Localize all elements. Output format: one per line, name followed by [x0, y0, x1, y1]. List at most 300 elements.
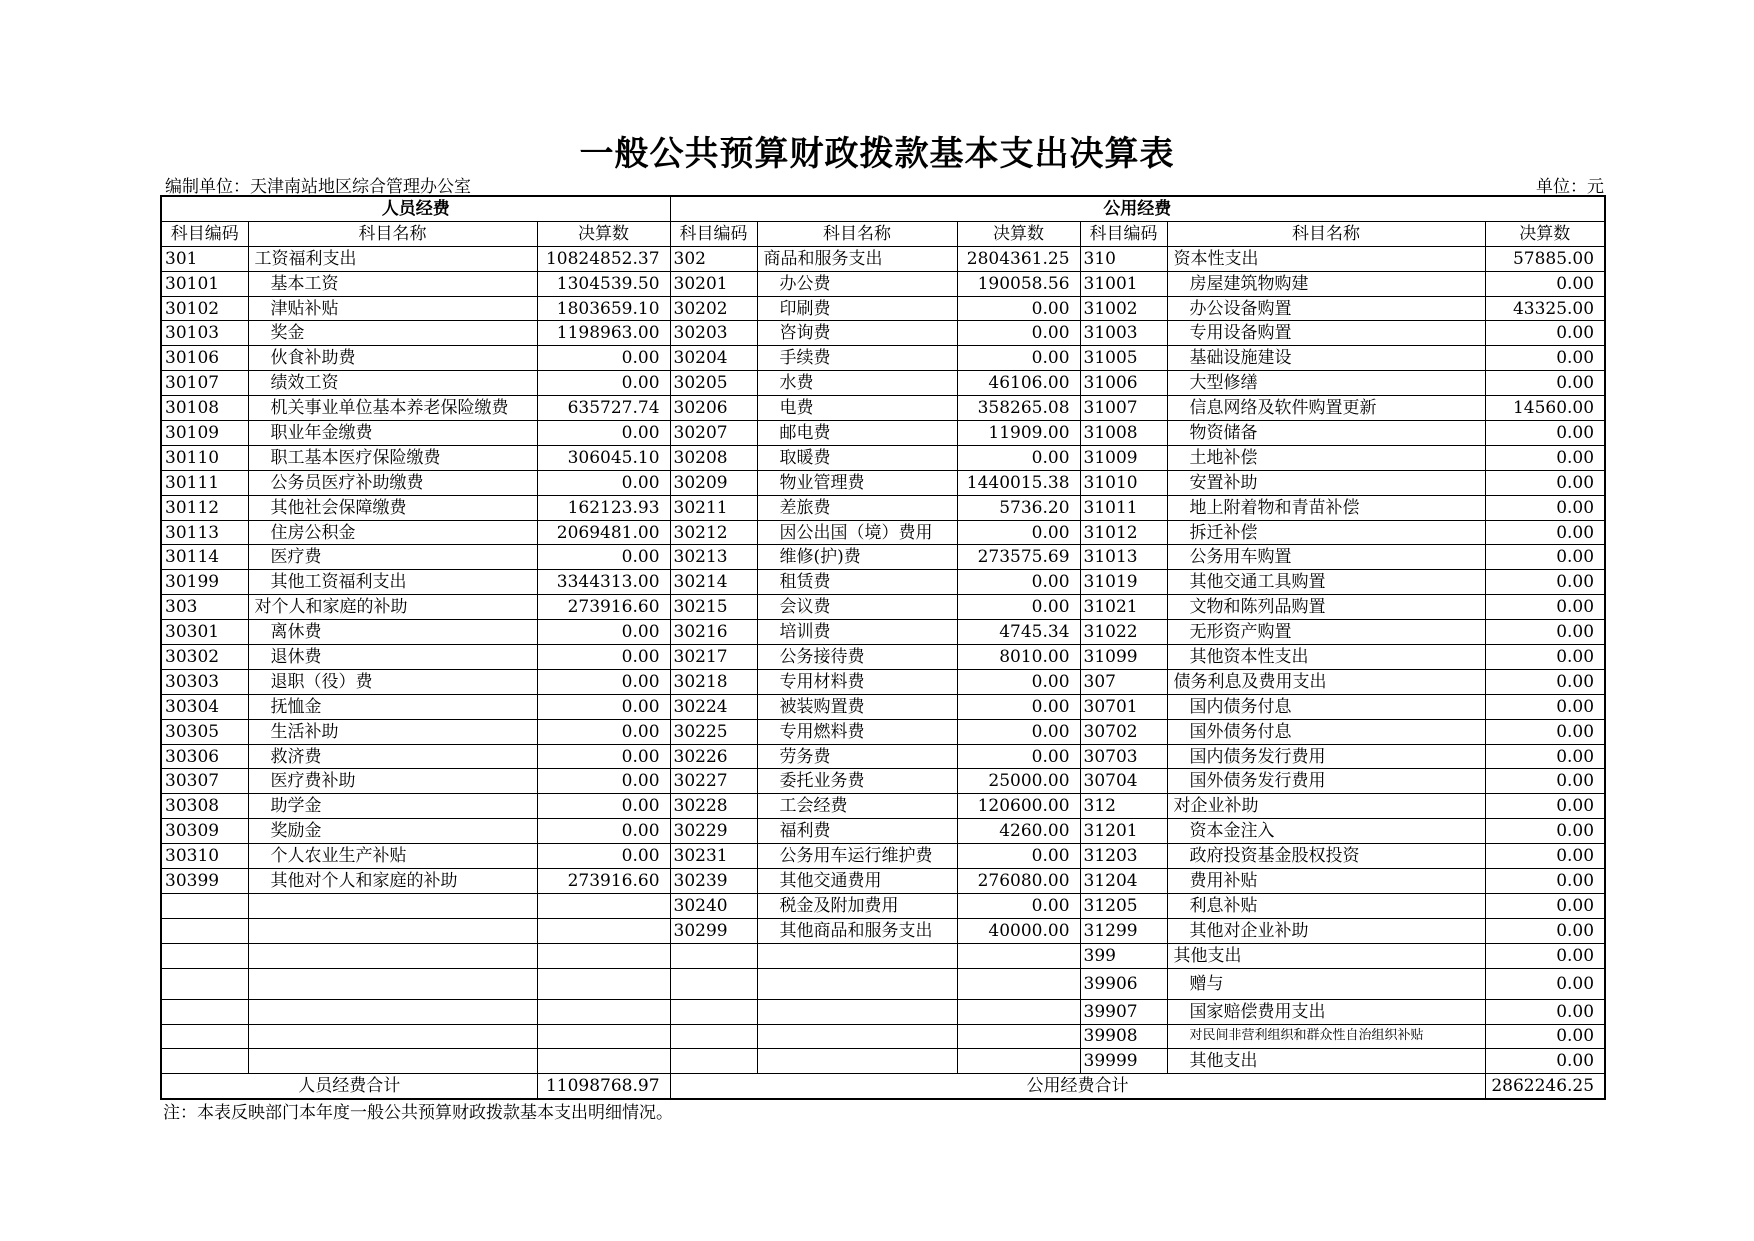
- personnel-name-cell: 其他对个人和家庭的补助: [248, 869, 537, 894]
- goods-name-cell: 委托业务费: [757, 769, 957, 794]
- personnel-amount-cell: 0.00: [537, 470, 670, 495]
- personnel-code-cell: 30305: [161, 719, 248, 744]
- capital-amount-cell: 0.00: [1485, 719, 1605, 744]
- personnel-amount-cell: [537, 1049, 670, 1074]
- goods-amount-cell: 190058.56: [957, 271, 1080, 296]
- personnel-name-cell: 对个人和家庭的补助: [248, 595, 537, 620]
- personnel-name-cell: [248, 893, 537, 918]
- table-row: [161, 968, 1605, 999]
- personnel-amount-cell: 0.00: [537, 769, 670, 794]
- capital-amount-cell: 0.00: [1485, 445, 1605, 470]
- personnel-name-cell: [248, 918, 537, 943]
- goods-amount-cell: 2804361.25: [957, 246, 1080, 271]
- capital-name-cell: 赠与: [1167, 968, 1485, 999]
- personnel-code-cell: 30307: [161, 769, 248, 794]
- capital-amount-cell: 0.00: [1485, 570, 1605, 595]
- goods-amount-cell: 46106.00: [957, 371, 1080, 396]
- personnel-name-cell: 医疗费: [248, 545, 537, 570]
- column-header-code: 科目编码: [670, 221, 757, 246]
- goods-amount-cell: 25000.00: [957, 769, 1080, 794]
- personnel-amount-cell: 0.00: [537, 719, 670, 744]
- personnel-amount-cell: 162123.93: [537, 495, 670, 520]
- personnel-name-cell: 助学金: [248, 794, 537, 819]
- capital-name-cell: 国内债务付息: [1167, 694, 1485, 719]
- capital-name-cell: 拆迁补偿: [1167, 520, 1485, 545]
- personnel-name-cell: 退休费: [248, 645, 537, 670]
- capital-name-cell: 基础设施建设: [1167, 346, 1485, 371]
- goods-amount-cell: 358265.08: [957, 396, 1080, 421]
- goods-amount-cell: 1440015.38: [957, 470, 1080, 495]
- capital-code-cell: 31021: [1080, 595, 1167, 620]
- group-header-public: 公用经费: [670, 196, 1605, 221]
- personnel-name-cell: 其他工资福利支出: [248, 570, 537, 595]
- goods-code-cell: 30208: [670, 445, 757, 470]
- table-row: [161, 371, 1605, 396]
- goods-amount-cell: [957, 943, 1080, 968]
- capital-name-cell: 公务用车购置: [1167, 545, 1485, 570]
- personnel-code-cell: 30302: [161, 645, 248, 670]
- table-row: [161, 595, 1605, 620]
- capital-name-cell: 费用补贴: [1167, 869, 1485, 894]
- personnel-name-cell: [248, 968, 537, 999]
- personnel-name-cell: 工资福利支出: [248, 246, 537, 271]
- goods-name-cell: 公务接待费: [757, 645, 957, 670]
- table-row: [161, 296, 1605, 321]
- capital-name-cell: 国家赔偿费用支出: [1167, 999, 1485, 1024]
- personnel-name-cell: 其他社会保障缴费: [248, 495, 537, 520]
- personnel-code-cell: 30109: [161, 421, 248, 446]
- capital-name-cell: 国内债务发行费用: [1167, 744, 1485, 769]
- table-row: [161, 669, 1605, 694]
- capital-code-cell: 30703: [1080, 744, 1167, 769]
- personnel-name-cell: [248, 943, 537, 968]
- goods-code-cell: 30207: [670, 421, 757, 446]
- goods-code-cell: 30214: [670, 570, 757, 595]
- personnel-amount-cell: 0.00: [537, 346, 670, 371]
- personnel-code-cell: 30103: [161, 321, 248, 346]
- goods-amount-cell: 273575.69: [957, 545, 1080, 570]
- personnel-amount-cell: 0.00: [537, 844, 670, 869]
- goods-name-cell: 邮电费: [757, 421, 957, 446]
- personnel-name-cell: 职业年金缴费: [248, 421, 537, 446]
- capital-name-cell: 专用设备购置: [1167, 321, 1485, 346]
- goods-code-cell: 30225: [670, 719, 757, 744]
- goods-code-cell: 30211: [670, 495, 757, 520]
- footnote: 注：本表反映部门本年度一般公共预算财政拨款基本支出明细情况。: [163, 1103, 673, 1123]
- personnel-amount-cell: 273916.60: [537, 595, 670, 620]
- capital-name-cell: 信息网络及软件购置更新: [1167, 396, 1485, 421]
- table-row: [161, 620, 1605, 645]
- goods-amount-cell: 0.00: [957, 719, 1080, 744]
- column-header-row: [161, 221, 1605, 246]
- goods-amount-cell: 0.00: [957, 893, 1080, 918]
- personnel-total-value: 11098768.97: [537, 1074, 670, 1099]
- personnel-name-cell: 退职（役）费: [248, 669, 537, 694]
- goods-code-cell: [670, 943, 757, 968]
- capital-amount-cell: 14560.00: [1485, 396, 1605, 421]
- personnel-name-cell: 机关事业单位基本养老保险缴费: [248, 396, 537, 421]
- goods-amount-cell: 4745.34: [957, 620, 1080, 645]
- goods-name-cell: 办公费: [757, 271, 957, 296]
- personnel-code-cell: 30107: [161, 371, 248, 396]
- table-row: [161, 470, 1605, 495]
- table-row: [161, 769, 1605, 794]
- goods-code-cell: 30228: [670, 794, 757, 819]
- capital-code-cell: 31099: [1080, 645, 1167, 670]
- goods-code-cell: 30229: [670, 819, 757, 844]
- personnel-code-cell: 30199: [161, 570, 248, 595]
- capital-code-cell: 31204: [1080, 869, 1167, 894]
- personnel-amount-cell: 0.00: [537, 819, 670, 844]
- personnel-name-cell: [248, 1049, 537, 1074]
- personnel-name-cell: 奖励金: [248, 819, 537, 844]
- goods-name-cell: 因公出国（境）费用: [757, 520, 957, 545]
- column-header-amount: 决算数: [537, 221, 670, 246]
- goods-amount-cell: 5736.20: [957, 495, 1080, 520]
- capital-amount-cell: 0.00: [1485, 1024, 1605, 1049]
- capital-amount-cell: 0.00: [1485, 470, 1605, 495]
- capital-amount-cell: 0.00: [1485, 371, 1605, 396]
- goods-code-cell: [670, 999, 757, 1024]
- goods-name-cell: 维修(护)费: [757, 545, 957, 570]
- goods-name-cell: [757, 943, 957, 968]
- goods-code-cell: 30204: [670, 346, 757, 371]
- personnel-name-cell: [248, 999, 537, 1024]
- capital-amount-cell: 0.00: [1485, 520, 1605, 545]
- capital-amount-cell: 0.00: [1485, 421, 1605, 446]
- personnel-amount-cell: 0.00: [537, 421, 670, 446]
- personnel-code-cell: 30102: [161, 296, 248, 321]
- goods-name-cell: 培训费: [757, 620, 957, 645]
- goods-amount-cell: 0.00: [957, 296, 1080, 321]
- totals-row: [161, 1074, 1605, 1099]
- capital-amount-cell: 0.00: [1485, 1049, 1605, 1074]
- table-row: [161, 893, 1605, 918]
- capital-code-cell: 39999: [1080, 1049, 1167, 1074]
- personnel-name-cell: 公务员医疗补助缴费: [248, 470, 537, 495]
- table-row: [161, 1024, 1605, 1049]
- goods-code-cell: 30213: [670, 545, 757, 570]
- goods-amount-cell: 0.00: [957, 570, 1080, 595]
- goods-code-cell: 30215: [670, 595, 757, 620]
- goods-name-cell: 取暖费: [757, 445, 957, 470]
- capital-amount-cell: 0.00: [1485, 694, 1605, 719]
- capital-code-cell: 31205: [1080, 893, 1167, 918]
- personnel-code-cell: [161, 1049, 248, 1074]
- table-row: [161, 495, 1605, 520]
- column-header-name: 科目名称: [757, 221, 957, 246]
- capital-amount-cell: 0.00: [1485, 271, 1605, 296]
- goods-code-cell: 30206: [670, 396, 757, 421]
- table-row: [161, 869, 1605, 894]
- goods-name-cell: 被装购置费: [757, 694, 957, 719]
- personnel-name-cell: 津贴补贴: [248, 296, 537, 321]
- capital-amount-cell: 0.00: [1485, 495, 1605, 520]
- capital-code-cell: 399: [1080, 943, 1167, 968]
- goods-name-cell: 水费: [757, 371, 957, 396]
- table-row: [161, 396, 1605, 421]
- table-row: [161, 645, 1605, 670]
- personnel-name-cell: 医疗费补助: [248, 769, 537, 794]
- goods-name-cell: 商品和服务支出: [757, 246, 957, 271]
- group-header-personnel: 人员经费: [161, 196, 670, 221]
- table-row: [161, 844, 1605, 869]
- capital-name-cell: 物资储备: [1167, 421, 1485, 446]
- table-row: [161, 999, 1605, 1024]
- personnel-code-cell: 30301: [161, 620, 248, 645]
- personnel-code-cell: [161, 918, 248, 943]
- capital-code-cell: 31011: [1080, 495, 1167, 520]
- capital-name-cell: 文物和陈列品购置: [1167, 595, 1485, 620]
- capital-amount-cell: 0.00: [1485, 769, 1605, 794]
- goods-name-cell: 印刷费: [757, 296, 957, 321]
- capital-code-cell: 312: [1080, 794, 1167, 819]
- personnel-name-cell: 生活补助: [248, 719, 537, 744]
- goods-name-cell: 劳务费: [757, 744, 957, 769]
- capital-code-cell: 30701: [1080, 694, 1167, 719]
- capital-code-cell: 31005: [1080, 346, 1167, 371]
- goods-amount-cell: 40000.00: [957, 918, 1080, 943]
- goods-code-cell: 30218: [670, 669, 757, 694]
- personnel-name-cell: 奖金: [248, 321, 537, 346]
- personnel-amount-cell: 635727.74: [537, 396, 670, 421]
- personnel-amount-cell: [537, 943, 670, 968]
- personnel-code-cell: 30310: [161, 844, 248, 869]
- capital-name-cell: 大型修缮: [1167, 371, 1485, 396]
- goods-amount-cell: 120600.00: [957, 794, 1080, 819]
- personnel-amount-cell: [537, 968, 670, 999]
- personnel-total-label: 人员经费合计: [161, 1074, 537, 1099]
- table-row: [161, 421, 1605, 446]
- goods-amount-cell: 0.00: [957, 346, 1080, 371]
- capital-code-cell: 31008: [1080, 421, 1167, 446]
- capital-code-cell: 310: [1080, 246, 1167, 271]
- table-row: [161, 246, 1605, 271]
- personnel-code-cell: 30308: [161, 794, 248, 819]
- capital-name-cell: 其他交通工具购置: [1167, 570, 1485, 595]
- personnel-code-cell: 30106: [161, 346, 248, 371]
- personnel-code-cell: [161, 1024, 248, 1049]
- goods-code-cell: 30216: [670, 620, 757, 645]
- goods-name-cell: 工会经费: [757, 794, 957, 819]
- goods-code-cell: 30224: [670, 694, 757, 719]
- goods-amount-cell: [957, 968, 1080, 999]
- personnel-amount-cell: 0.00: [537, 794, 670, 819]
- personnel-amount-cell: [537, 893, 670, 918]
- capital-amount-cell: 0.00: [1485, 744, 1605, 769]
- personnel-name-cell: 个人农业生产补贴: [248, 844, 537, 869]
- goods-code-cell: 30227: [670, 769, 757, 794]
- capital-amount-cell: 0.00: [1485, 595, 1605, 620]
- goods-amount-cell: 276080.00: [957, 869, 1080, 894]
- table-row: [161, 570, 1605, 595]
- capital-amount-cell: 0.00: [1485, 968, 1605, 999]
- personnel-amount-cell: 0.00: [537, 744, 670, 769]
- table-row: [161, 1049, 1605, 1074]
- goods-amount-cell: [957, 999, 1080, 1024]
- personnel-code-cell: 30114: [161, 545, 248, 570]
- capital-name-cell: 债务利息及费用支出: [1167, 669, 1485, 694]
- capital-code-cell: 30702: [1080, 719, 1167, 744]
- capital-amount-cell: 57885.00: [1485, 246, 1605, 271]
- capital-name-cell: 其他对企业补助: [1167, 918, 1485, 943]
- public-total-value: 2862246.25: [1485, 1074, 1605, 1099]
- goods-name-cell: 福利费: [757, 819, 957, 844]
- personnel-code-cell: 30112: [161, 495, 248, 520]
- capital-name-cell: 国外债务付息: [1167, 719, 1485, 744]
- goods-amount-cell: 8010.00: [957, 645, 1080, 670]
- personnel-code-cell: 30303: [161, 669, 248, 694]
- goods-code-cell: 30217: [670, 645, 757, 670]
- personnel-name-cell: 抚恤金: [248, 694, 537, 719]
- goods-amount-cell: 0.00: [957, 445, 1080, 470]
- capital-amount-cell: 0.00: [1485, 943, 1605, 968]
- personnel-amount-cell: 0.00: [537, 620, 670, 645]
- capital-amount-cell: 0.00: [1485, 346, 1605, 371]
- column-header-code: 科目编码: [1080, 221, 1167, 246]
- table-row: [161, 520, 1605, 545]
- personnel-code-cell: [161, 893, 248, 918]
- personnel-name-cell: 伙食补助费: [248, 346, 537, 371]
- capital-amount-cell: 0.00: [1485, 794, 1605, 819]
- goods-name-cell: 专用材料费: [757, 669, 957, 694]
- goods-name-cell: [757, 1024, 957, 1049]
- capital-name-cell: 安置补助: [1167, 470, 1485, 495]
- goods-code-cell: 30201: [670, 271, 757, 296]
- personnel-amount-cell: 306045.10: [537, 445, 670, 470]
- table-row: [161, 694, 1605, 719]
- goods-code-cell: 30212: [670, 520, 757, 545]
- personnel-code-cell: 303: [161, 595, 248, 620]
- capital-code-cell: 31019: [1080, 570, 1167, 595]
- capital-code-cell: 31006: [1080, 371, 1167, 396]
- personnel-code-cell: 30113: [161, 520, 248, 545]
- goods-code-cell: 30209: [670, 470, 757, 495]
- column-header-code: 科目编码: [161, 221, 248, 246]
- personnel-code-cell: 30306: [161, 744, 248, 769]
- table-row: [161, 794, 1605, 819]
- goods-amount-cell: 11909.00: [957, 421, 1080, 446]
- capital-amount-cell: 0.00: [1485, 321, 1605, 346]
- personnel-code-cell: 30304: [161, 694, 248, 719]
- capital-amount-cell: 0.00: [1485, 669, 1605, 694]
- capital-code-cell: 31022: [1080, 620, 1167, 645]
- capital-name-cell: 资本金注入: [1167, 819, 1485, 844]
- capital-name-cell: 其他资本性支出: [1167, 645, 1485, 670]
- page-title: 一般公共预算财政拨款基本支出决算表: [579, 134, 1175, 174]
- personnel-amount-cell: 1304539.50: [537, 271, 670, 296]
- personnel-amount-cell: 3344313.00: [537, 570, 670, 595]
- column-header-name: 科目名称: [1167, 221, 1485, 246]
- table-row: [161, 719, 1605, 744]
- capital-name-cell: 其他支出: [1167, 1049, 1485, 1074]
- goods-name-cell: 会议费: [757, 595, 957, 620]
- capital-name-cell: 政府投资基金股权投资: [1167, 844, 1485, 869]
- table-row: [161, 271, 1605, 296]
- capital-name-cell: 对企业补助: [1167, 794, 1485, 819]
- goods-code-cell: [670, 968, 757, 999]
- personnel-amount-cell: 0.00: [537, 694, 670, 719]
- personnel-code-cell: 30399: [161, 869, 248, 894]
- personnel-amount-cell: [537, 999, 670, 1024]
- capital-name-cell: 地上附着物和青苗补偿: [1167, 495, 1485, 520]
- column-header-amount: 决算数: [957, 221, 1080, 246]
- personnel-amount-cell: 1198963.00: [537, 321, 670, 346]
- capital-amount-cell: 0.00: [1485, 844, 1605, 869]
- personnel-amount-cell: 0.00: [537, 669, 670, 694]
- currency-unit: 单位：元: [1536, 177, 1604, 197]
- capital-name-cell: 国外债务发行费用: [1167, 769, 1485, 794]
- goods-code-cell: [670, 1024, 757, 1049]
- capital-name-cell: 对民间非营利组织和群众性自治组织补贴: [1167, 1024, 1485, 1049]
- goods-name-cell: 差旅费: [757, 495, 957, 520]
- personnel-amount-cell: 2069481.00: [537, 520, 670, 545]
- personnel-code-cell: 30101: [161, 271, 248, 296]
- table-row: [161, 943, 1605, 968]
- capital-name-cell: 土地补偿: [1167, 445, 1485, 470]
- goods-amount-cell: 0.00: [957, 669, 1080, 694]
- personnel-amount-cell: 10824852.37: [537, 246, 670, 271]
- capital-code-cell: 31009: [1080, 445, 1167, 470]
- column-header-name: 科目名称: [248, 221, 537, 246]
- capital-amount-cell: 0.00: [1485, 918, 1605, 943]
- goods-amount-cell: 0.00: [957, 520, 1080, 545]
- personnel-name-cell: 基本工资: [248, 271, 537, 296]
- personnel-code-cell: 30110: [161, 445, 248, 470]
- goods-amount-cell: 0.00: [957, 321, 1080, 346]
- table-row: [161, 819, 1605, 844]
- personnel-name-cell: 职工基本医疗保险缴费: [248, 445, 537, 470]
- personnel-amount-cell: [537, 1024, 670, 1049]
- goods-code-cell: 30203: [670, 321, 757, 346]
- goods-name-cell: 公务用车运行维护费: [757, 844, 957, 869]
- personnel-amount-cell: 0.00: [537, 371, 670, 396]
- capital-code-cell: 31013: [1080, 545, 1167, 570]
- goods-name-cell: 其他商品和服务支出: [757, 918, 957, 943]
- table-row: [161, 346, 1605, 371]
- personnel-name-cell: 绩效工资: [248, 371, 537, 396]
- goods-code-cell: 30231: [670, 844, 757, 869]
- table-row: [161, 445, 1605, 470]
- table-row: [161, 918, 1605, 943]
- capital-code-cell: 30704: [1080, 769, 1167, 794]
- personnel-name-cell: 离休费: [248, 620, 537, 645]
- capital-code-cell: 39907: [1080, 999, 1167, 1024]
- goods-code-cell: 30239: [670, 869, 757, 894]
- personnel-code-cell: [161, 968, 248, 999]
- capital-code-cell: 31002: [1080, 296, 1167, 321]
- public-total-label: 公用经费合计: [670, 1074, 1485, 1099]
- personnel-code-cell: 30111: [161, 470, 248, 495]
- goods-name-cell: 税金及附加费用: [757, 893, 957, 918]
- expenditure-table: [160, 195, 1606, 1100]
- capital-code-cell: 31299: [1080, 918, 1167, 943]
- goods-code-cell: [670, 1049, 757, 1074]
- capital-amount-cell: 0.00: [1485, 999, 1605, 1024]
- capital-amount-cell: 0.00: [1485, 819, 1605, 844]
- column-header-amount: 决算数: [1485, 221, 1605, 246]
- goods-code-cell: 30202: [670, 296, 757, 321]
- capital-code-cell: 31012: [1080, 520, 1167, 545]
- compiling-unit: 编制单位：天津南站地区综合管理办公室: [165, 177, 471, 197]
- goods-amount-cell: 4260.00: [957, 819, 1080, 844]
- goods-name-cell: [757, 1049, 957, 1074]
- goods-code-cell: 30240: [670, 893, 757, 918]
- personnel-code-cell: 30309: [161, 819, 248, 844]
- capital-code-cell: 307: [1080, 669, 1167, 694]
- capital-name-cell: 无形资产购置: [1167, 620, 1485, 645]
- capital-code-cell: 31007: [1080, 396, 1167, 421]
